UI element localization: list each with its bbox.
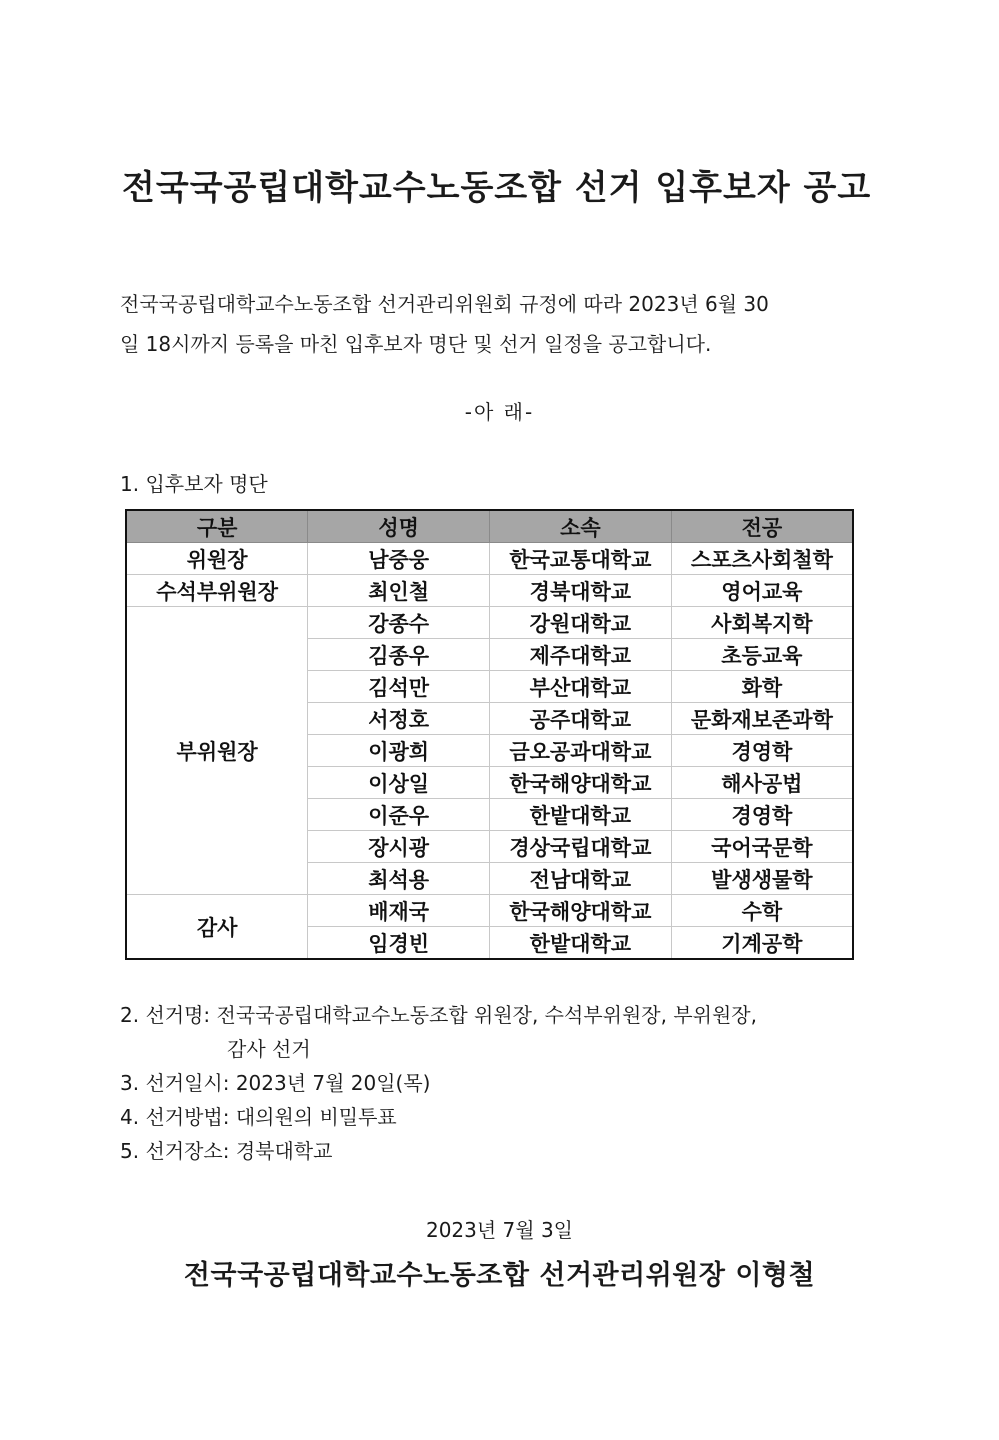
name-cell: 이준우 [308,799,490,831]
major-cell: 초등교육 [671,639,853,671]
election-details [120,998,757,1168]
election-date: 3. 선거일시: 2023년 7월 20일(목) [120,1071,431,1095]
table-header-row [126,510,853,543]
intro-line-1: 전국국공립대학교수노동조합 선거관리위원회 규정에 따라 2023년 6월 30 [120,292,769,316]
name-cell: 김종우 [308,639,490,671]
table-row [126,543,853,575]
header-category: 구분 [126,510,308,543]
name-cell: 이상일 [308,767,490,799]
header-major: 전공 [671,510,853,543]
affiliation-cell: 부산대학교 [490,671,672,703]
name-cell: 강종수 [308,607,490,639]
election-place: 5. 선거장소: 경북대학교 [120,1139,333,1163]
affiliation-cell: 강원대학교 [490,607,672,639]
notice-date: 2023년 7월 3일 [425,1218,574,1242]
name-cell: 최인철 [308,575,490,607]
affiliation-cell: 전남대학교 [490,863,672,895]
affiliation-cell: 경북대학교 [490,575,672,607]
name-cell: 최석용 [308,863,490,895]
name-cell: 김석만 [308,671,490,703]
name-cell: 임경빈 [308,927,490,960]
major-cell: 경영학 [671,735,853,767]
category-cell: 수석부위원장 [126,575,308,607]
major-cell: 스포츠사회철학 [671,543,853,575]
major-cell: 영어교육 [671,575,853,607]
affiliation-cell: 제주대학교 [490,639,672,671]
affiliation-cell: 한국해양대학교 [490,895,672,927]
major-cell: 발생생물학 [671,863,853,895]
affiliation-cell: 공주대학교 [490,703,672,735]
name-cell: 서정호 [308,703,490,735]
major-cell: 국어국문학 [671,831,853,863]
header-affiliation: 소속 [490,510,672,543]
category-cell: 감사 [126,895,308,960]
major-cell: 경영학 [671,799,853,831]
category-cell: 위원장 [126,543,308,575]
candidate-table [125,509,854,960]
signer: 전국국공립대학교수노동조합 선거관리위원장 이형철 [183,1260,816,1291]
category-cell: 부위원장 [126,607,308,895]
election-method: 4. 선거방법: 대의원의 비밀투표 [120,1105,397,1129]
name-cell: 이광희 [308,735,490,767]
major-cell: 해사공법 [671,767,853,799]
header-name: 성명 [308,510,490,543]
affiliation-cell: 경상국립대학교 [490,831,672,863]
election-name-line-1: 2. 선거명: 전국국공립대학교수노동조합 위원장, 수석부위원장, 부위원장, [120,1003,757,1027]
major-cell: 문화재보존과학 [671,703,853,735]
major-cell: 기계공학 [671,927,853,960]
major-cell: 수학 [671,895,853,927]
affiliation-cell: 금오공과대학교 [490,735,672,767]
major-cell: 화학 [671,671,853,703]
table-row [126,575,853,607]
affiliation-cell: 한밭대학교 [490,927,672,960]
election-name-line-2: 감사 선거 [227,1037,311,1061]
name-cell: 배재국 [308,895,490,927]
table-row [126,895,853,927]
affiliation-cell: 한국해양대학교 [490,767,672,799]
table-row [126,607,853,639]
major-cell: 사회복지학 [671,607,853,639]
affiliation-cell: 한국교통대학교 [490,543,672,575]
section-1-heading: 1. 입후보자 명단 [120,472,268,496]
ahrae-heading: -아 래- [464,400,535,424]
name-cell: 남중웅 [308,543,490,575]
intro-paragraph [120,284,840,364]
intro-line-2: 일 18시까지 등록을 마친 입후보자 명단 및 선거 일정을 공고합니다. [120,332,712,356]
affiliation-cell: 한밭대학교 [490,799,672,831]
document-title: 전국국공립대학교수노동조합 선거 입후보자 공고 [122,168,872,208]
name-cell: 장시광 [308,831,490,863]
